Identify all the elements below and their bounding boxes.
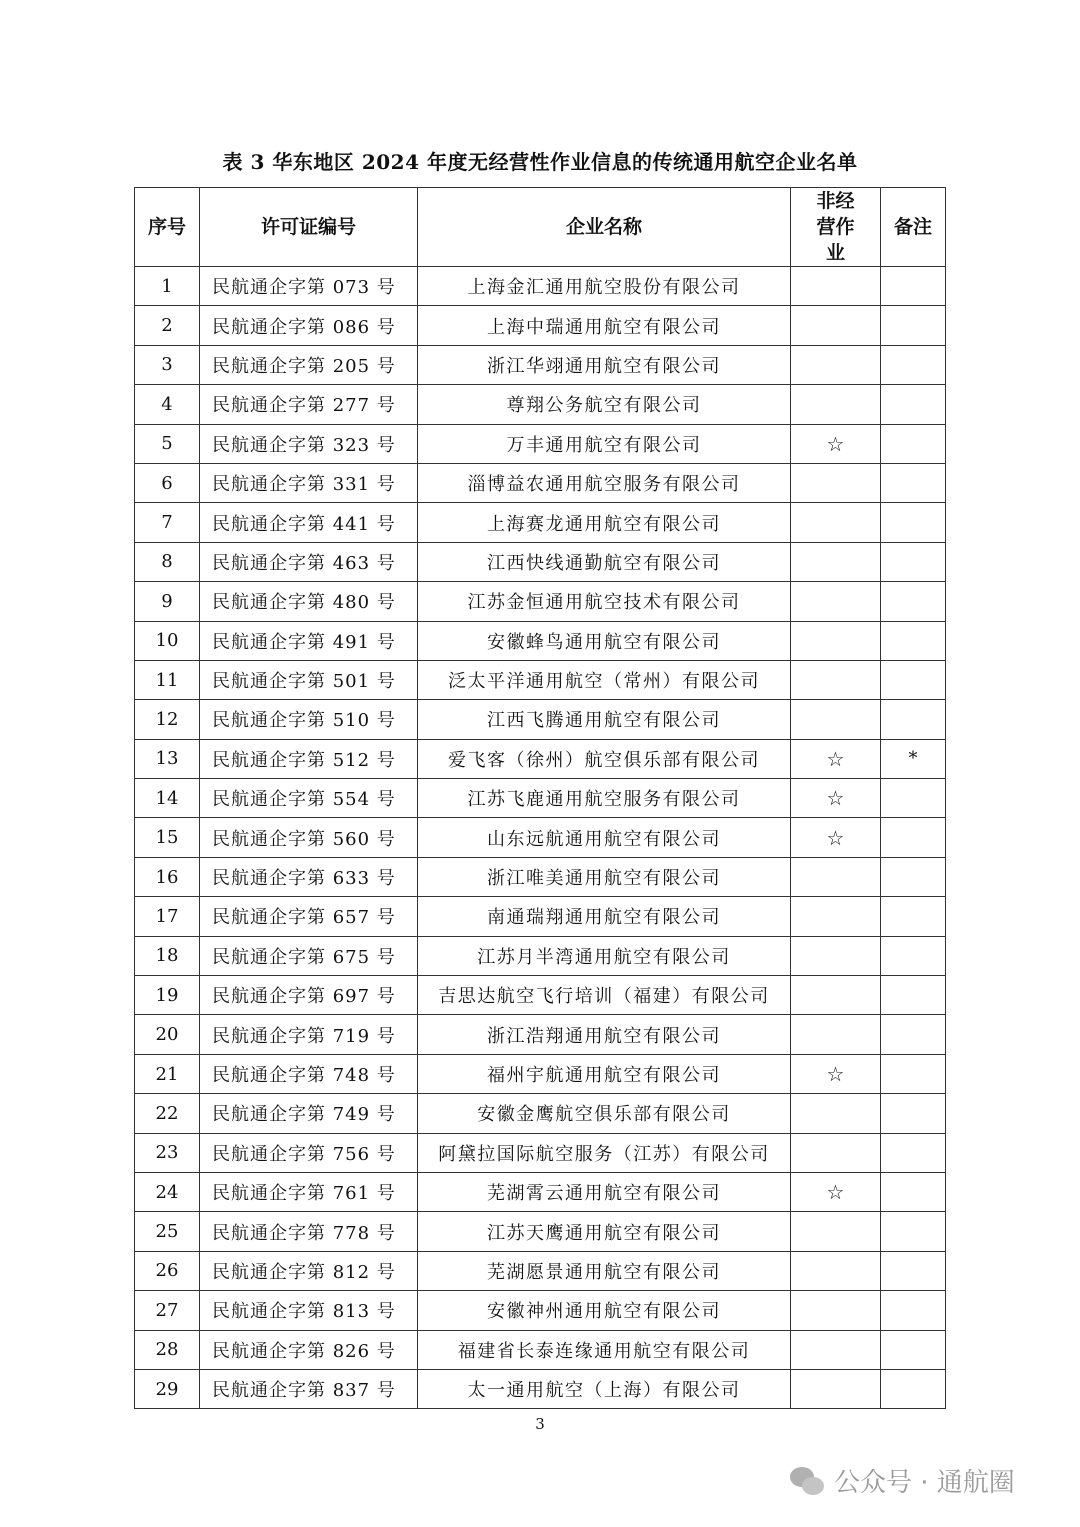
license-number: 民航通企字第 826 号: [200, 1330, 418, 1369]
table-row: [135, 385, 946, 424]
license-number: 民航通企字第 086 号: [200, 306, 418, 345]
remark: [881, 385, 946, 424]
company-name: 芜湖愿景通用航空有限公司: [418, 1251, 791, 1290]
remark: [881, 267, 946, 306]
remark: [881, 1015, 946, 1054]
table-row: [135, 306, 946, 345]
row-index: 6: [135, 463, 200, 502]
table-row: [135, 857, 946, 896]
row-index: 9: [135, 582, 200, 621]
company-name: 浙江浩翔通用航空有限公司: [418, 1015, 791, 1054]
table-row: [135, 621, 946, 660]
row-index: 7: [135, 503, 200, 542]
license-number: 民航通企字第 778 号: [200, 1212, 418, 1251]
row-index: 29: [135, 1369, 200, 1408]
license-number: 民航通企字第 501 号: [200, 660, 418, 699]
row-index: 10: [135, 621, 200, 660]
non-commercial-mark: [791, 1330, 881, 1369]
header-license: 许可证编号: [200, 188, 418, 267]
row-index: 21: [135, 1054, 200, 1093]
table-row: [135, 1330, 946, 1369]
remark: [881, 857, 946, 896]
table-row: [135, 660, 946, 699]
row-index: 11: [135, 660, 200, 699]
page-number: 3: [535, 1415, 545, 1433]
header-non-commercial: [791, 188, 881, 267]
company-name: 万丰通用航空有限公司: [418, 424, 791, 463]
license-number: 民航通企字第 657 号: [200, 897, 418, 936]
row-index: 20: [135, 1015, 200, 1054]
table-header-row: [135, 188, 946, 267]
table-row: [135, 542, 946, 581]
license-number: 民航通企字第 675 号: [200, 936, 418, 975]
table-row: [135, 345, 946, 384]
remark: [881, 306, 946, 345]
remark: [881, 463, 946, 502]
company-name: 江苏月半湾通用航空有限公司: [418, 936, 791, 975]
non-commercial-mark: ☆: [791, 739, 881, 778]
table-row: [135, 503, 946, 542]
company-name: 山东远航通用航空有限公司: [418, 818, 791, 857]
non-commercial-mark: [791, 1094, 881, 1133]
table-row: [135, 1291, 946, 1330]
company-table: [134, 187, 946, 1409]
license-number: 民航通企字第 748 号: [200, 1054, 418, 1093]
row-index: 3: [135, 345, 200, 384]
company-name: 尊翔公务航空有限公司: [418, 385, 791, 424]
non-commercial-mark: [791, 700, 881, 739]
row-index: 2: [135, 306, 200, 345]
header-remarks: 备注: [881, 188, 946, 267]
row-index: 23: [135, 1133, 200, 1172]
non-commercial-mark: ☆: [791, 424, 881, 463]
company-name: 上海赛龙通用航空有限公司: [418, 503, 791, 542]
row-index: 14: [135, 779, 200, 818]
license-number: 民航通企字第 480 号: [200, 582, 418, 621]
remark: [881, 1054, 946, 1093]
remark: *: [881, 739, 946, 778]
row-index: 19: [135, 976, 200, 1015]
license-number: 民航通企字第 697 号: [200, 976, 418, 1015]
row-index: 8: [135, 542, 200, 581]
row-index: 18: [135, 936, 200, 975]
remark: [881, 424, 946, 463]
non-commercial-mark: [791, 660, 881, 699]
remark: [881, 660, 946, 699]
row-index: 17: [135, 897, 200, 936]
non-commercial-mark: [791, 542, 881, 581]
non-commercial-mark: ☆: [791, 1172, 881, 1211]
table-row: [135, 267, 946, 306]
table-row: [135, 424, 946, 463]
row-index: 4: [135, 385, 200, 424]
non-commercial-mark: [791, 463, 881, 502]
license-number: 民航通企字第 463 号: [200, 542, 418, 581]
table-row: [135, 936, 946, 975]
company-name: 福建省长泰连缘通用航空有限公司: [418, 1330, 791, 1369]
remark: [881, 1369, 946, 1408]
table-row: [135, 818, 946, 857]
table-row: [135, 1094, 946, 1133]
company-name: 太一通用航空（上海）有限公司: [418, 1369, 791, 1408]
non-commercial-mark: [791, 621, 881, 660]
row-index: 13: [135, 739, 200, 778]
non-commercial-mark: [791, 345, 881, 384]
table-row: [135, 897, 946, 936]
license-number: 民航通企字第 277 号: [200, 385, 418, 424]
company-name: 吉思达航空飞行培训（福建）有限公司: [418, 976, 791, 1015]
non-commercial-mark: [791, 976, 881, 1015]
company-name: 芜湖霄云通用航空有限公司: [418, 1172, 791, 1211]
company-name: 上海中瑞通用航空有限公司: [418, 306, 791, 345]
license-number: 民航通企字第 441 号: [200, 503, 418, 542]
non-commercial-mark: ☆: [791, 779, 881, 818]
non-commercial-mark: [791, 1133, 881, 1172]
remark: [881, 976, 946, 1015]
non-commercial-mark: [791, 1212, 881, 1251]
non-commercial-mark: [791, 385, 881, 424]
row-index: 5: [135, 424, 200, 463]
license-number: 民航通企字第 073 号: [200, 267, 418, 306]
watermark: [790, 1462, 1015, 1499]
remark: [881, 542, 946, 581]
row-index: 1: [135, 267, 200, 306]
remark: [881, 1330, 946, 1369]
company-name: 江苏飞鹿通用航空服务有限公司: [418, 779, 791, 818]
row-index: 22: [135, 1094, 200, 1133]
license-number: 民航通企字第 512 号: [200, 739, 418, 778]
remark: [881, 345, 946, 384]
company-name: 浙江唯美通用航空有限公司: [418, 857, 791, 896]
company-name: 浙江华翊通用航空有限公司: [418, 345, 791, 384]
table-row: [135, 1212, 946, 1251]
watermark-text: 公众号 · 通航圈: [834, 1468, 1015, 1498]
remark: [881, 1212, 946, 1251]
table-row: [135, 463, 946, 502]
company-name: 福州宇航通用航空有限公司: [418, 1054, 791, 1093]
license-number: 民航通企字第 749 号: [200, 1094, 418, 1133]
non-commercial-mark: [791, 306, 881, 345]
company-name: 上海金汇通用航空股份有限公司: [418, 267, 791, 306]
license-number: 民航通企字第 761 号: [200, 1172, 418, 1211]
remark: [881, 1172, 946, 1211]
license-number: 民航通企字第 205 号: [200, 345, 418, 384]
remark: [881, 779, 946, 818]
license-number: 民航通企字第 633 号: [200, 857, 418, 896]
company-name: 江苏金恒通用航空技术有限公司: [418, 582, 791, 621]
license-number: 民航通企字第 756 号: [200, 1133, 418, 1172]
row-index: 28: [135, 1330, 200, 1369]
remark: [881, 1133, 946, 1172]
license-number: 民航通企字第 837 号: [200, 1369, 418, 1408]
table-row: [135, 582, 946, 621]
company-name: 泛太平洋通用航空（常州）有限公司: [418, 660, 791, 699]
license-number: 民航通企字第 331 号: [200, 463, 418, 502]
company-name: 淄博益农通用航空服务有限公司: [418, 463, 791, 502]
license-number: 民航通企字第 813 号: [200, 1291, 418, 1330]
license-number: 民航通企字第 323 号: [200, 424, 418, 463]
table-row: [135, 1054, 946, 1093]
table-row: [135, 1369, 946, 1408]
row-index: 16: [135, 857, 200, 896]
row-index: 26: [135, 1251, 200, 1290]
remark: [881, 936, 946, 975]
header-non-commercial-label: 非经营作业: [816, 190, 855, 264]
non-commercial-mark: [791, 1015, 881, 1054]
remark: [881, 700, 946, 739]
non-commercial-mark: [791, 1369, 881, 1408]
remark: [881, 621, 946, 660]
header-company: 企业名称: [418, 188, 791, 267]
non-commercial-mark: ☆: [791, 818, 881, 857]
table-row: [135, 779, 946, 818]
non-commercial-mark: [791, 503, 881, 542]
remark: [881, 503, 946, 542]
remark: [881, 1291, 946, 1330]
license-number: 民航通企字第 510 号: [200, 700, 418, 739]
license-number: 民航通企字第 560 号: [200, 818, 418, 857]
company-name: 安徽金鹰航空俱乐部有限公司: [418, 1094, 791, 1133]
wechat-icon: [790, 1465, 826, 1497]
row-index: 15: [135, 818, 200, 857]
company-name: 江苏天鹰通用航空有限公司: [418, 1212, 791, 1251]
remark: [881, 897, 946, 936]
remark: [881, 1094, 946, 1133]
remark: [881, 582, 946, 621]
table-row: [135, 700, 946, 739]
row-index: 24: [135, 1172, 200, 1211]
table-row: [135, 976, 946, 1015]
row-index: 27: [135, 1291, 200, 1330]
table-row: [135, 1251, 946, 1290]
row-index: 25: [135, 1212, 200, 1251]
company-name: 安徽神州通用航空有限公司: [418, 1291, 791, 1330]
company-name: 安徽蜂鸟通用航空有限公司: [418, 621, 791, 660]
company-name: 江西飞腾通用航空有限公司: [418, 700, 791, 739]
license-number: 民航通企字第 554 号: [200, 779, 418, 818]
non-commercial-mark: [791, 267, 881, 306]
remark: [881, 1251, 946, 1290]
non-commercial-mark: [791, 936, 881, 975]
table-row: [135, 739, 946, 778]
table-row: [135, 1133, 946, 1172]
row-index: 12: [135, 700, 200, 739]
non-commercial-mark: [791, 1291, 881, 1330]
company-name: 阿黛拉国际航空服务（江苏）有限公司: [418, 1133, 791, 1172]
license-number: 民航通企字第 491 号: [200, 621, 418, 660]
company-name: 南通瑞翔通用航空有限公司: [418, 897, 791, 936]
remark: [881, 818, 946, 857]
table-title: 表 3 华东地区 2024 年度无经营性作业信息的传统通用航空企业名单: [222, 150, 858, 174]
company-name: 江西快线通勤航空有限公司: [418, 542, 791, 581]
header-index: 序号: [135, 188, 200, 267]
table-row: [135, 1015, 946, 1054]
non-commercial-mark: [791, 1251, 881, 1290]
company-name: 爱飞客（徐州）航空俱乐部有限公司: [418, 739, 791, 778]
non-commercial-mark: [791, 857, 881, 896]
table-row: [135, 1172, 946, 1211]
non-commercial-mark: [791, 897, 881, 936]
license-number: 民航通企字第 719 号: [200, 1015, 418, 1054]
license-number: 民航通企字第 812 号: [200, 1251, 418, 1290]
non-commercial-mark: ☆: [791, 1054, 881, 1093]
non-commercial-mark: [791, 582, 881, 621]
